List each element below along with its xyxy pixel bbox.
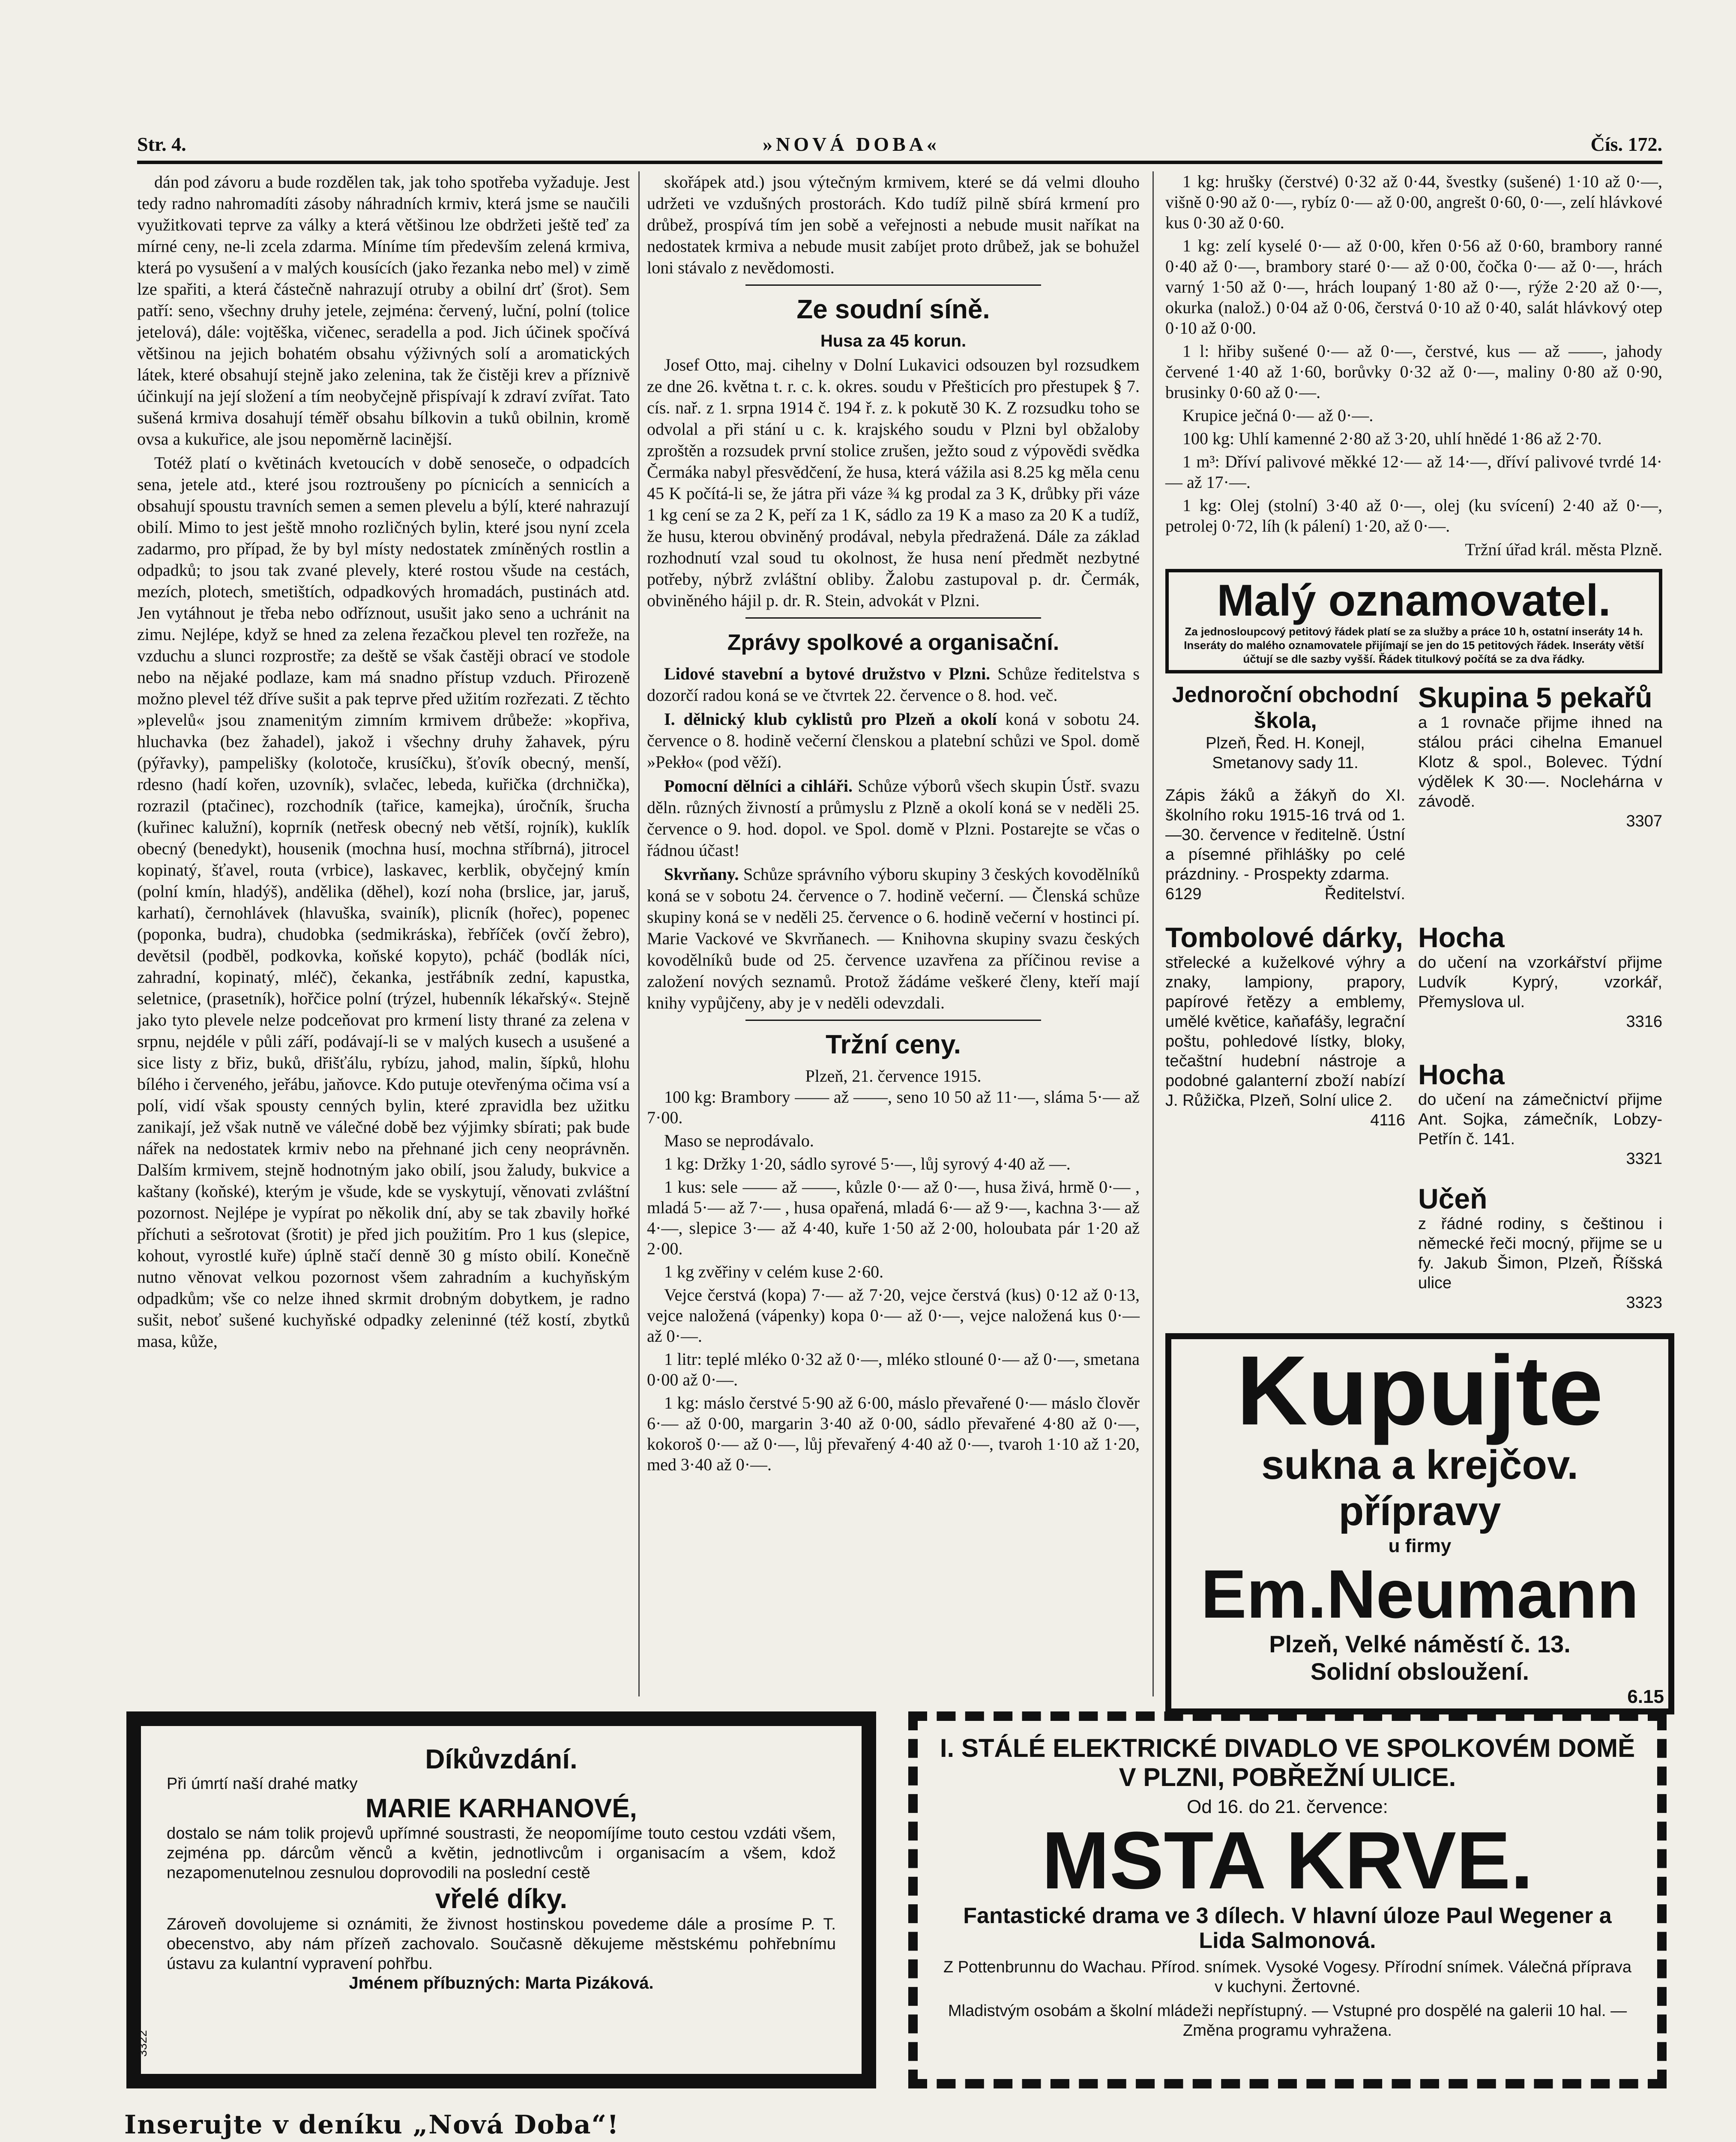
divadlo-description: Fantastické drama ve 3 dílech. V hlavní úloze Paul Wegener a Lida Salmonová. (963, 1903, 1612, 1953)
dikuvzdani-text: dostalo se nám tolik projevů upřímné soustrasti, že neopomíjíme touto cestou vzdáti všem, zejména pp. dárcům věnců a květin, jednotlivcům i organisacím a všem, kdož nezapomenutelnou zesnulou doprovodili na poslední cestě (167, 1825, 836, 1882)
market-line: 1 kg: Olej (stolní) 3·40 až 0·—, olej (ku svícení) 2·40 až 0·—, petrolej 0·72, líh (k pálení) 1·20, až 0·—. (1165, 496, 1662, 536)
ad-number: 3321 (1626, 1150, 1662, 1168)
dikuvzdani-title: Díkůvzdání. (425, 1744, 578, 1774)
market-line: 1 kg: hrušky (čerstvé) 0·32 až 0·44, švestky (sušené) 1·10 až 0·—, višně 0·90 až 0·—, rybíz 0·— až 0·00, angrešt 0·60, 0·—, zelí hlávkové kus 0·30 až 0·60. (1165, 172, 1662, 232)
ad-title: Hocha (1418, 921, 1505, 953)
divadlo-title: I. STÁLÉ ELEKTRICKÉ DIVADLO VE SPOLKOVÉM DOMĚ V PLZNI, POBŘEŽNÍ ULICE. (940, 1734, 1635, 1792)
kupujte-line: přípravy (1338, 1488, 1501, 1534)
society-item (647, 663, 1140, 706)
header-rule (137, 161, 1662, 164)
article-column-1 (137, 171, 630, 1696)
market-line: Vejce čerstvá (kopa) 7·— až 7·20, vejce čerstvá (kus) 0·12 až 0·13, vejce naložená (vápenky) kopa 0·— až 0·—, vejce naložená kus 0·— až 0·—. (647, 1285, 1140, 1346)
ad-text: a 1 rovnače přijme ihned na stálou práci cihelna Emanuel Klotz & spol., Bolevec. Týdní výdělek K 30·—. Noclehárna v závodě. (1418, 714, 1662, 811)
column-divider (638, 171, 640, 1696)
masthead-title: »NOVÁ DOBA« (763, 133, 940, 155)
market-line: 1 kg: máslo čerstvé 5·90 až 6·00, máslo převařené 0·— máslo člověr 6·— až 0·00, margarin 3·40 až 0·00, sádlo převařené 4·80 až 0·—, kokoroš 0·— až 0·—, lůj převařený 4·40 až 0·—, tvaroh 1·10 až 1·20, med 3·40 až 0·—. (647, 1393, 1140, 1474)
dikuvzdani-box (126, 1711, 876, 2088)
divadlo-more: Z Pottenbrunnu do Wachau. Přírod. snímek. Vysoké Vogesy. Přírodní snímek. Válečná příprava v kuchyni. Žertovné. (943, 1958, 1631, 1996)
section-divider (745, 617, 1041, 619)
inserujte-slogan: Inserujte v deníku „Nová Doba“! (124, 2110, 620, 2140)
ad-text: z řádné rodiny, s češtinou i německé řeči mocný, přijme se u fy. Jakub Šimon, Plzeň, Říšská ulice (1418, 1215, 1662, 1292)
ad-title: Učeň (1418, 1183, 1488, 1215)
market-line: Maso se neprodávalo. (664, 1131, 814, 1150)
market-line: 100 kg: Uhlí kamenné 2·80 až 3·20, uhlí hnědé 1·86 až 2·70. (1182, 429, 1602, 448)
article-column-2 (647, 171, 1140, 1696)
kupujte-line: sukna a krejčov. (1261, 1442, 1578, 1488)
kupujte-service: Solidní obsloužení. (1310, 1658, 1529, 1685)
society-item (647, 709, 1140, 773)
dikuvzdani-intro: Při úmrtí naší drahé matky (167, 1775, 358, 1793)
court-subheading: Husa za 45 korun. (820, 332, 967, 350)
society-item (647, 775, 1140, 861)
maly-oznamovatel-box (1165, 569, 1662, 673)
issue-number: Čís. 172. (1590, 133, 1662, 155)
ad-text: Zápis žáků a žákyň do XI. školního roku 1915-16 trvá od 1.—30. července v ředitelně. Ústní a písemné přihlášky po celé prázdniny. - Prospekty zdarma. (1165, 787, 1405, 883)
society-text: Schůze ředitelstva s dozorčí radou koná se ve čtvrtek 22. července o 8. hod. več. (647, 664, 1140, 705)
divadlo-film-title: MSTA KRVE. (1042, 1815, 1533, 1906)
market-heading: Tržní ceny. (826, 1030, 961, 1059)
divadlo-ad (908, 1711, 1667, 2088)
ad-text: do učení na vzorkářství přijme Ludvík Kyprý, vzorkář, Přemyslova ul. (1418, 954, 1662, 1011)
market-dateline: Plzeň, 21. července 1915. (805, 1066, 982, 1086)
market-line: 1 litr: teplé mléko 0·32 až 0·—, mléko stlouné 0·— až 0·—, smetana 0·00 až 0·—. (647, 1349, 1140, 1389)
society-title: Lidové stavební a bytové družstvo v Plzni. (664, 664, 991, 683)
ad-number: 3322 (136, 2030, 149, 2057)
court-text: Josef Otto, maj. cihelny v Dolní Lukavici odsouzen byl rozsudkem ze dne 26. května t. r. c. k. okres. soudu v Přešticích pro přestupek § 7. cís. nař. z 1. srpna 1914 č. 194 ř. z. k pokutě 30 K. Z rozsudku toho se odvolal a při stání u c. k. krajského soudu v Plzni byl obžaloby zproštěn a rozsudek první stolice zrušen, ježto soud z výpovědi svědka Čermáka nabyl přesvědčení, že husa, která vážila asi 8.25 kg měla cenu 45 K počítá-li se, že játra při váze ¾ kg prodal za 3 K, drůbky při váze 1 kg cení se za 2 K, peří za 1 K, sádlo za 19 K a maso za 20 K a tudíž, že husu, kterou obviněný prodával, nebyla předražená. Dále za základ rozhodnutí vzal soud tu okolnost, že husa není předmět nezbytné potřeby, nýbrž zvláštní obliby. Žalobu zastupoval p. dr. Čermák, obviněného hájil p. dr. R. Stein, advokát v Plzni. (647, 355, 1140, 610)
ad-title: Hocha (1418, 1059, 1505, 1090)
ad-ucen (1418, 1183, 1662, 1313)
maly-oznamovatel-rates: Za jednosloupcový petitový řádek platí se za služby a práce 10 h, ostatní inseráty 14 h. Inseráty do malého oznamovatele přijímají se jen do 15 petitových řádek. Inseráty větší účtují se dle sazby vyšší. Řádek titulkový počítá se za dva řádky. (1184, 625, 1644, 665)
kupujte-headline: Kupujte (1236, 1335, 1603, 1445)
article-paragraph: dán pod závoru a bude rozdělen tak, jak toho spotřeba vyžaduje. Jest tedy radno nahromadíti zásoby náhradních krmiv, která jsme se naučili využitkovati teprve za války a která většinou lze obdržeti ještě teď za mírné ceny, ne-li zcela zdarma. Míníme tím především zelená krmiva, která po vysušení a v malých kousících (jako řezanka nebo mel) v zimě lze spařiti, a která částečně nahrazují otruby a obilní drť (šrot). Sem patří: seno, všechny druhy jetele, zejména: červený, luční, polní (tolice jetelová), dále: vojtěška, vičenec, seradella a pod. Jich účinek spočívá většinou na jejich bohatém obsahu výživných solí a aromatických látek, které obsahují stejně jako zelenina, tak že čistěji krev a příznivě účinkují na její složení a tím neobyčejně přispívají k zdraví zvířat. Tato sušená krmiva dosahují téměř obsahu bílkovin a tuků obilnin, kromě ovsa a kukuřice, ale jsou nepoměrně lacinější. (137, 172, 630, 449)
ad-skupina-pekaru (1418, 682, 1662, 831)
divadlo-note: Mladistvým osobám a školní mládeži nepřístupný. — Vstupné pro dospělé na galerii 10 hal. — Změna programu vyhražena. (948, 2002, 1627, 2040)
society-text: Schůze správního výboru skupiny 3 českých kovodělníků koná se v sobotu 24. července o 7. hodině večerní. — Členská schůze skupiny koná se v neděli 25. července o 6. hodině večerní v hostinci pí. Marie Vackové ve Skvrňanech. — Knihovna skupiny svazu českých kovodělníků bude od 25. července uzavřena za příčinou revise a založení nových seznamů. Protož žádáme veškeré členy, kteří mají knihy vypůjčeny, aby je v neděli odevzdali. (647, 865, 1140, 1012)
ad-number: 6.15 (1627, 1686, 1664, 1707)
market-line: 1 m³: Dříví palivové měkké 12·— až 14·—, dříví palivové tvrdé 14·— až 17·—. (1165, 452, 1662, 492)
ad-address: Plzeň, Řed. H. Konejl, Smetanovy sady 11. (1206, 734, 1365, 772)
market-line: 1 l: hřiby sušené 0·— až 0·—, čerstvé, kus — až ——, jahody červené 1·40 až 1·60, borůvky 0·32 až 0·—, maliny 0·80 až 0·90, brusinky 0·60 až 0·—. (1165, 341, 1662, 402)
kupujte-address: Plzeň, Velké náměstí č. 13. (1269, 1630, 1571, 1657)
market-signature: Tržní úřad král. města Plzně. (1465, 540, 1662, 559)
dikuvzdani-signature: Jménem příbuzných: Marta Pizáková. (349, 1974, 654, 1992)
maly-oznamovatel-title: Malý oznamovatel. (1217, 576, 1611, 625)
ad-text: střelecké a kuželkové výhry a znaky, lampiony, prapory, papírové řetězy a emblemy, umělé květice, kaňafášy, legrační poštu, pohledové lístky, bloky, tečaštní hudební nástroje a podobné galanterní zboží nabízí J. Růžička, Plzeň, Solní ulice 2. (1165, 954, 1405, 1110)
ad-number: 6129 (1165, 885, 1202, 903)
market-line: Krupice ječná 0·— až 0·—. (1182, 406, 1374, 425)
article-continuation: skořápek atd.) jsou výtečným krmivem, které se dá velmi dlouho udržeti ve vzdušných prostorách. Kdo tudíž pilně sbírá krmení pro drůbež, prospívá tím jen sobě a veřejnosti a nebude musit naříkat na nedostatek krmiva a nebude musit zabíjet proto drůbež, jak se bohužel loni stávalo z nevědomosti. (647, 172, 1140, 277)
society-item (647, 864, 1140, 1014)
society-title: Pomocní dělníci a cihláři. (664, 776, 853, 796)
society-title: I. dělnický klub cyklistů pro Plzeň a okolí (664, 709, 997, 729)
market-line: 1 kg: Držky 1·20, sádlo syrové 5·—, lůj syrový 4·40 až —. (664, 1154, 1071, 1173)
ad-text: do učení na zámečnictví přijme Ant. Sojka, zámečník, Lobzy-Petřín č. 141. (1418, 1091, 1662, 1148)
market-line: 1 kg: zelí kyselé 0·— až 0·00, křen 0·56 až 0·60, brambory ranné 0·40 až 0·—, brambory staré 0·— až 0·00, čočka 0·— až 0·—, hrách varný 1·50 až 0·—, hrách loupaný 1·80 až 0·—, rýže 2·20 až 0·—, okurka (nalož.) 0·04 až 0·06, čerstvá 0·10 až 0·40, salát hlávkový otep 0·10 až 0·00. (1165, 236, 1662, 338)
ad-obchodni-skola (1165, 682, 1405, 904)
ad-tombolove-darky (1165, 922, 1405, 1130)
ad-signature: Ředitelství. (1325, 885, 1405, 903)
society-text: koná v sobotu 24. července o 8. hodině večerní členskou a platební schůzi ve Spol. domě »Pekło« (pod věží). (647, 709, 1140, 772)
classified-ads (1165, 682, 1664, 1707)
page-number: Str. 4. (137, 133, 186, 155)
market-line: 1 kus: sele —— až ——, kůzle 0·— až 0·—, husa živá, hrmě 0·— , mladá 5·— až 7·— , husa opařená, mladá 6·— až 9·—, kachna 3·— až 4·—, slepice 3·— až 4·40, kuře 1·50 až 2·00, holoubata pár 1·20 až 2·00. (647, 1177, 1140, 1258)
ad-hocha-zamecnik (1418, 1059, 1662, 1169)
dikuvzdani-paragraph: Zároveň dovolujeme si oznámiti, že živnost hostinskou povedeme dále a prosíme P. T. obecenstvo, aby nám přízeň zachovalo. Současně děkujeme městskému pohřebnímu ústavu za kulantní vypravení pohřbu. (167, 1915, 836, 1973)
market-line: 100 kg: Brambory —— až ——, seno 10 50 až 11·—, sláma 5·— až 7·00. (647, 1087, 1140, 1127)
society-text: Schůze výborů všech skupin Ústř. svazu děln. různých živností a průmyslu z Plzně a okolí koná se v neděli 25. července o 9. hod. dopol. ve Spol. domě v Plzni. Postarejte se včas o řádnou účast! (647, 776, 1140, 860)
section-divider (745, 1020, 1041, 1021)
divadlo-dates: Od 16. do 21. července: (1187, 1796, 1388, 1817)
dikuvzdani-thanks: vřelé díky. (435, 1883, 568, 1914)
ad-title: Skupina 5 pekařů (1418, 682, 1652, 713)
market-line: 1 kg zvěřiny v celém kuse 2·60. (664, 1262, 884, 1281)
dikuvzdani-name: MARIE KARHANOVÉ, (365, 1794, 637, 1823)
kupujte-line: u firmy (1388, 1535, 1452, 1556)
ad-number: 3323 (1626, 1294, 1662, 1312)
societies-heading: Zprávy spolkové a organisační. (727, 630, 1060, 655)
column-divider (1152, 171, 1154, 1696)
ad-number: 3316 (1626, 1013, 1662, 1031)
ad-hocha-vzorkar (1418, 922, 1662, 1032)
kupujte-firm: Em.Neumann (1200, 1556, 1639, 1632)
ad-title: Jednoroční obchodní škola, (1172, 682, 1399, 733)
court-heading: Ze soudní síně. (796, 295, 990, 324)
ad-kupujte-neumann (1165, 1333, 1674, 1714)
ad-number: 4116 (1370, 1111, 1405, 1129)
market-and-ads-column (1165, 171, 1664, 1707)
society-title: Skvrňany. (664, 865, 739, 884)
article-paragraph: Totéž platí o květinách kvetoucích v době senoseče, o odpadcích sena, jetele atd., které jsou roztroušeny po pícnicích a sennicích a obsahují spoustu travních semen a semen plevelu a býlí, které nahrazují obilí. Mimo to jest ještě mnoho rozličných bylin, které jsou nyní zcela zadarmo, pro případ, že by byl místy nedostatek zmíněných rostlin a odpadků; to jsou tak zvané plevely, které rostou všude na cestách, mezích, plotech, smetištích, odpadkových hromadách, pustinách atd. Jen vytáhnout je třeba nebo odříznout, usušit jako seno a uchránit na zimu. Nejlépe, když se hned za zelena řezačkou plevel ten rozřeže, na vzduchu a slunci rozprostře; za deště se však častěji obrací ve stodole nebo na nějaké podlaze, kam má snadno přístup vzduch. Přirozeně možno plevel též dříve sušit a pak teprve před užitím rozřezati. Z těchto »plevelů« jsou znamenitým zimním krmivem drůbeže: »kopřiva, hluchavka (bez žahadel), jakož i všechny druhy žahavek, pýru (pýřavky), pampelišky (kolotoče, krusíčku), šťovík obecný, menší, rdesno (hadí kořen, uzovník), svlačec, lebeda, kuřička (drchnička), rozrazil (ptačinec), rozchodník (tařice, kamejka), úročník, šrucha (kuřinec kalužní), koprník (netřesk obecný neb větší, rojník), kuklík obecný (benedykt), housenik (mochna husí, mochna stříbrná), jitrocel kopinatý, šťavel, routa (vrbice), laskavec, kerblik, obyčejný kmín (polní kmín, hladýš), andělika (děhel), kozí noha (brslice, jar, jaruš, karhatí), černohlávek (hlavuška, svainík), plicník (hořec), popenec (poponka, budra), chudobka (sedmikráska), řebříček (ovčí žebro), devětsil (podběl, podkovka, koňské kopyto), pcháč (bodlák níci, zahradní, kopinatý, mléč), čekanka, jestřábník zední, kapustka, seletnice, (prasetník), hořčice polní (trýzel, hubenník lékařský«. Stejně jako tyto plevele nelze podceňovat pro krmení listy thrané za zelena v srpnu, nejdéle v půli září, podávají-li se v malých kusech a usušené a sice listy z břiz, buků, dřišťálu, rybízu, jahod, malin, šípků, hlohu bílého i červeného, jeřábu, jaňovce. Kdo putuje otevřenýma očima vsí a polí, vidí však spousty cenných bylin, které zpravidla bez užitku zanikají, jež však nutně ve válečné době bez výjimky sbírati; pak bude nářek na nedostatek krmiv nebo na přehnané jich ceny neoprávněn. Dalším krmivem, stejně hodnotným jako obilí, jsou žaludy, bukvice a kaštany (koňské), kterým je všude, kde se vyskytují, věnovati zvláštní pozornost. Nejlépe je vypírat po několik dní, aby se tak zbavily hořké příchuti a sešrotovat (šrotit) je před jich použitím. Pro 1 kus (slepice, kohout, vyrostlé kuře) úplně stačí denně 30 g místo obilí. Konečně nutno věnovat velkou pozornost všem zahradním a kuchyňským odpadkům; vše co nelze ihned skrmit drobným dobytkem, je radno sušit, neboť sušené kuchyňské odpadky zeleninné (též kostí, zbytků masa, kůže, (137, 453, 630, 1351)
ad-number: 3307 (1626, 812, 1662, 830)
ad-title: Tombolové dárky, (1165, 921, 1404, 953)
section-divider (745, 284, 1041, 286)
